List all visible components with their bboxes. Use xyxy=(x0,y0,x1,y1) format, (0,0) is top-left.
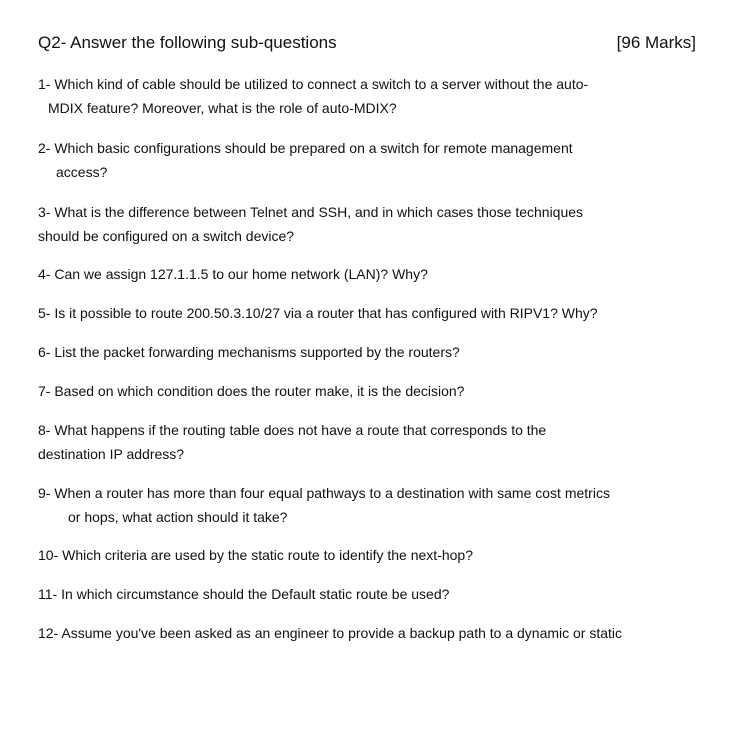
question-1 xyxy=(38,72,703,120)
question-header xyxy=(38,31,698,59)
question-10-line-1: 10- Which criteria are used by the static route to identify the next-hop? xyxy=(38,547,474,563)
question-8-line-1: 8- What happens if the routing table does not have a route that corresponds to the xyxy=(38,422,547,438)
question-4 xyxy=(38,262,703,286)
question-3 xyxy=(38,200,703,248)
question-6-line-1: 6- List the packet forwarding mechanisms supported by the routers? xyxy=(38,344,460,360)
question-12 xyxy=(38,621,703,645)
question-4-line-1: 4- Can we assign 127.1.1.5 to our home network (LAN)? Why? xyxy=(38,266,428,282)
question-8-line-2: destination IP address? xyxy=(38,446,185,462)
question-2 xyxy=(38,136,703,184)
question-7-line-1: 7- Based on which condition does the router make, it is the decision? xyxy=(38,383,465,399)
question-8 xyxy=(38,418,703,466)
question-9-line-1: 9- When a router has more than four equal pathways to a destination with same cost metrics xyxy=(38,485,610,501)
question-5 xyxy=(38,301,703,325)
question-5-line-1: 5- Is it possible to route 200.50.3.10/27 via a router that has configured with RIPV1? Why? xyxy=(38,305,598,321)
question-3-line-2: should be configured on a switch device? xyxy=(38,228,295,244)
question-10 xyxy=(38,543,703,567)
marks-label: [96 Marks] xyxy=(616,33,696,52)
question-1-line-1: 1- Which kind of cable should be utilized to connect a switch to a server without the auto- xyxy=(38,76,589,92)
question-11 xyxy=(38,582,703,606)
question-9 xyxy=(38,481,703,529)
section-title: Q2- Answer the following sub-questions xyxy=(38,33,337,52)
question-9-line-2: or hops, what action should it take? xyxy=(68,509,288,525)
question-2-line-2: access? xyxy=(56,164,108,180)
question-1-line-2: MDIX feature? Moreover, what is the role of auto-MDIX? xyxy=(48,100,397,116)
question-6 xyxy=(38,340,703,364)
question-3-line-1: 3- What is the difference between Telnet and SSH, and in which cases those techniques xyxy=(38,204,584,220)
question-11-line-1: 11- In which circumstance should the Default static route be used? xyxy=(38,586,450,602)
question-2-line-1: 2- Which basic configurations should be prepared on a switch for remote management xyxy=(38,140,573,156)
question-7 xyxy=(38,379,703,403)
question-12-line-1: 12- Assume you've been asked as an engineer to provide a backup path to a dynamic or static xyxy=(38,625,623,641)
